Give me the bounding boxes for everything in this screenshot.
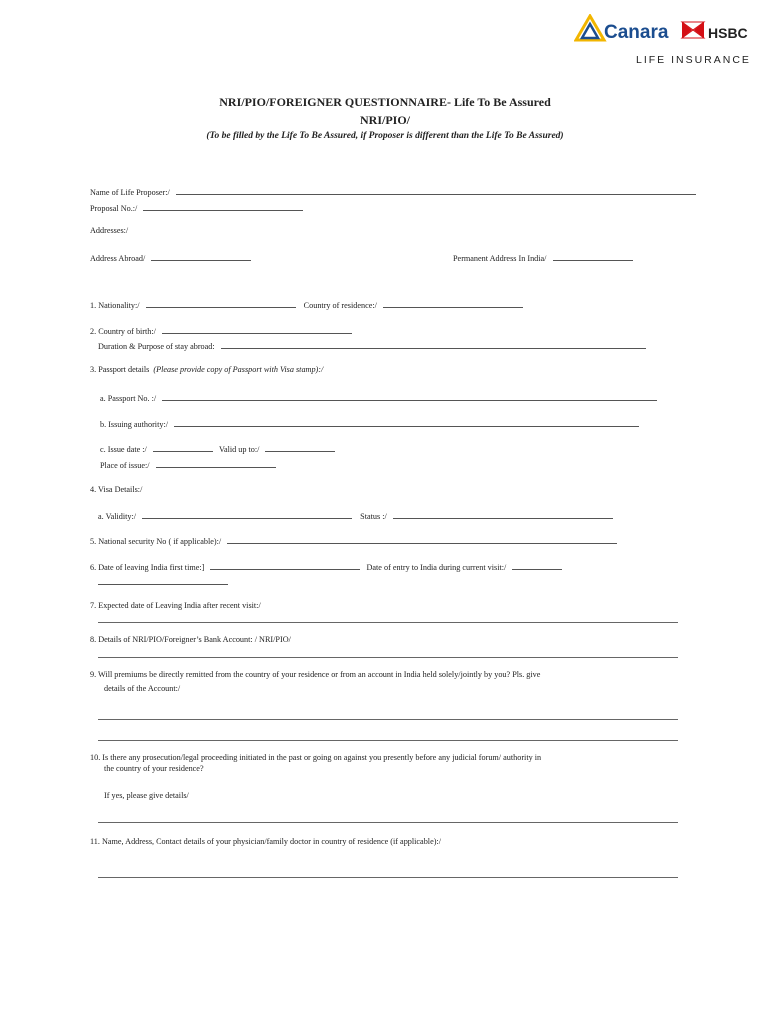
field-passport-no-label: a. Passport No. :/ [100, 394, 157, 403]
field-prosecution [90, 753, 541, 762]
permanent-address-input[interactable] [553, 252, 633, 261]
field-issue-date [100, 443, 335, 454]
field-stay-abroad-label: Duration & Purpose of stay abroad: [98, 342, 215, 351]
field-premiums-2-label: details of the Account:/ [104, 684, 181, 693]
physician-rule[interactable] [98, 877, 678, 878]
expected-leaving-rule[interactable] [98, 622, 678, 623]
issuing-authority-input[interactable] [174, 418, 639, 427]
field-residence-label: Country of residence:/ [303, 301, 377, 310]
field-leaving-india [90, 561, 562, 572]
leaving-india-input[interactable] [210, 561, 360, 570]
form-title-2 [0, 113, 770, 128]
field-place-of-issue-label: Place of issue:/ [100, 461, 150, 470]
brand-hsbc: HSBC [708, 25, 748, 41]
passport-no-input[interactable] [162, 392, 657, 401]
canara-hsbc-logo [574, 14, 754, 74]
issue-date-input[interactable] [153, 443, 213, 452]
proposal-no-input[interactable] [143, 202, 303, 211]
field-nationality [90, 299, 523, 310]
status-input[interactable] [393, 510, 613, 519]
field-prosecution-3 [104, 791, 189, 800]
field-premiums-2 [104, 684, 180, 693]
prosecution-rule[interactable] [98, 822, 678, 823]
field-expected-leaving-label: 7. Expected date of Leaving India after recent visit:/ [90, 601, 261, 610]
brand-life-insurance: LIFE INSURANCE [636, 54, 751, 66]
birth-input[interactable] [162, 325, 352, 334]
premiums-rule-2[interactable] [98, 740, 678, 741]
field-entry-india-cont [98, 576, 228, 587]
field-bank-account-label: 8. Details of NRI/PIO/Foreigner’s Bank Account: / NRI/PIO/ [90, 635, 291, 644]
field-issue-date-label: c. Issue date :/ [100, 445, 147, 454]
field-passport-label: 3. Passport details [90, 365, 150, 374]
field-bank-account [90, 635, 291, 644]
field-address-abroad [90, 252, 251, 263]
field-physician-label: 11. Name, Address, Contact details of your physician/family doctor in country of residence (if applicable):/ [90, 837, 441, 846]
entry-india-input-2[interactable] [98, 576, 228, 585]
field-passport-note: (Please provide copy of Passport with Visa stamp):/ [153, 365, 324, 374]
field-nationality-label: 1. Nationality:/ [90, 301, 140, 310]
entry-india-input[interactable] [512, 561, 562, 570]
field-proposal-no [90, 202, 303, 213]
field-place-of-issue [100, 459, 276, 470]
place-of-issue-input[interactable] [156, 459, 276, 468]
field-issuing-authority [100, 418, 639, 429]
field-passport-no [100, 392, 657, 403]
addresses-label: Addresses:/ [90, 226, 129, 235]
field-expected-leaving [90, 601, 261, 610]
brand-canara: Canara [604, 22, 669, 43]
field-validity-label: a. Validity:/ [98, 512, 137, 521]
stay-abroad-input[interactable] [221, 340, 646, 349]
field-birth-label: 2. Country of birth:/ [90, 327, 156, 336]
field-premiums [90, 670, 540, 679]
field-security-no-label: 5. National security No ( if applicable):/ [90, 537, 222, 546]
field-stay-abroad [98, 340, 646, 351]
field-permanent-address-label: Permanent Address In India/ [453, 254, 547, 263]
field-prosecution-2-label: the country of your residence? [104, 764, 204, 773]
field-prosecution-label: 10. Is there any prosecution/legal proceeding initiated in the past or going on against you presently before any judicial forum/ authority in [90, 753, 542, 762]
field-status-label: Status :/ [360, 512, 387, 521]
nationality-input[interactable] [146, 299, 296, 308]
field-valid-up-to-label: Valid up to:/ [218, 445, 260, 454]
field-validity [98, 510, 613, 521]
field-entry-india-label: Date of entry to India during current visit:/ [366, 563, 507, 572]
form-instruction: (To be filled by the Life To Be Assured, if Proposer is different than the Life To Be Assured) [206, 131, 564, 141]
field-permanent-address [453, 252, 633, 263]
field-address-abroad-label: Address Abroad/ [90, 254, 146, 263]
field-proposal-no-label: Proposal No.:/ [90, 204, 138, 213]
field-passport [90, 365, 323, 374]
security-no-input[interactable] [227, 535, 617, 544]
field-prosecution-3-label: If yes, please give details/ [104, 791, 189, 800]
proposer-input[interactable] [176, 186, 696, 195]
field-issuing-authority-label: b. Issuing authority:/ [100, 420, 168, 429]
visa-label: 4. Visa Details:/ [90, 485, 143, 494]
field-security-no [90, 535, 617, 546]
premiums-rule-1[interactable] [98, 719, 678, 720]
field-leaving-india-label: 6. Date of leaving India first time:] [90, 563, 205, 572]
address-abroad-input[interactable] [151, 252, 251, 261]
field-premiums-label: 9. Will premiums be directly remitted from the country of your residence or from an account in India held solely/jointly by you? Pls. give [90, 670, 541, 679]
field-prosecution-2 [104, 764, 204, 773]
field-proposer [90, 186, 696, 197]
valid-up-to-input[interactable] [265, 443, 335, 452]
field-physician [90, 837, 441, 846]
residence-input[interactable] [383, 299, 523, 308]
validity-input[interactable] [142, 510, 352, 519]
field-proposer-label: Name of Life Proposer:/ [90, 188, 170, 197]
bank-account-rule[interactable] [98, 657, 678, 658]
field-birth [90, 325, 352, 336]
form-title: NRI/PIO/FOREIGNER QUESTIONNAIRE- Life To Be Assured [219, 95, 551, 109]
form-title-2-text: NRI/PIO/ [359, 113, 410, 127]
